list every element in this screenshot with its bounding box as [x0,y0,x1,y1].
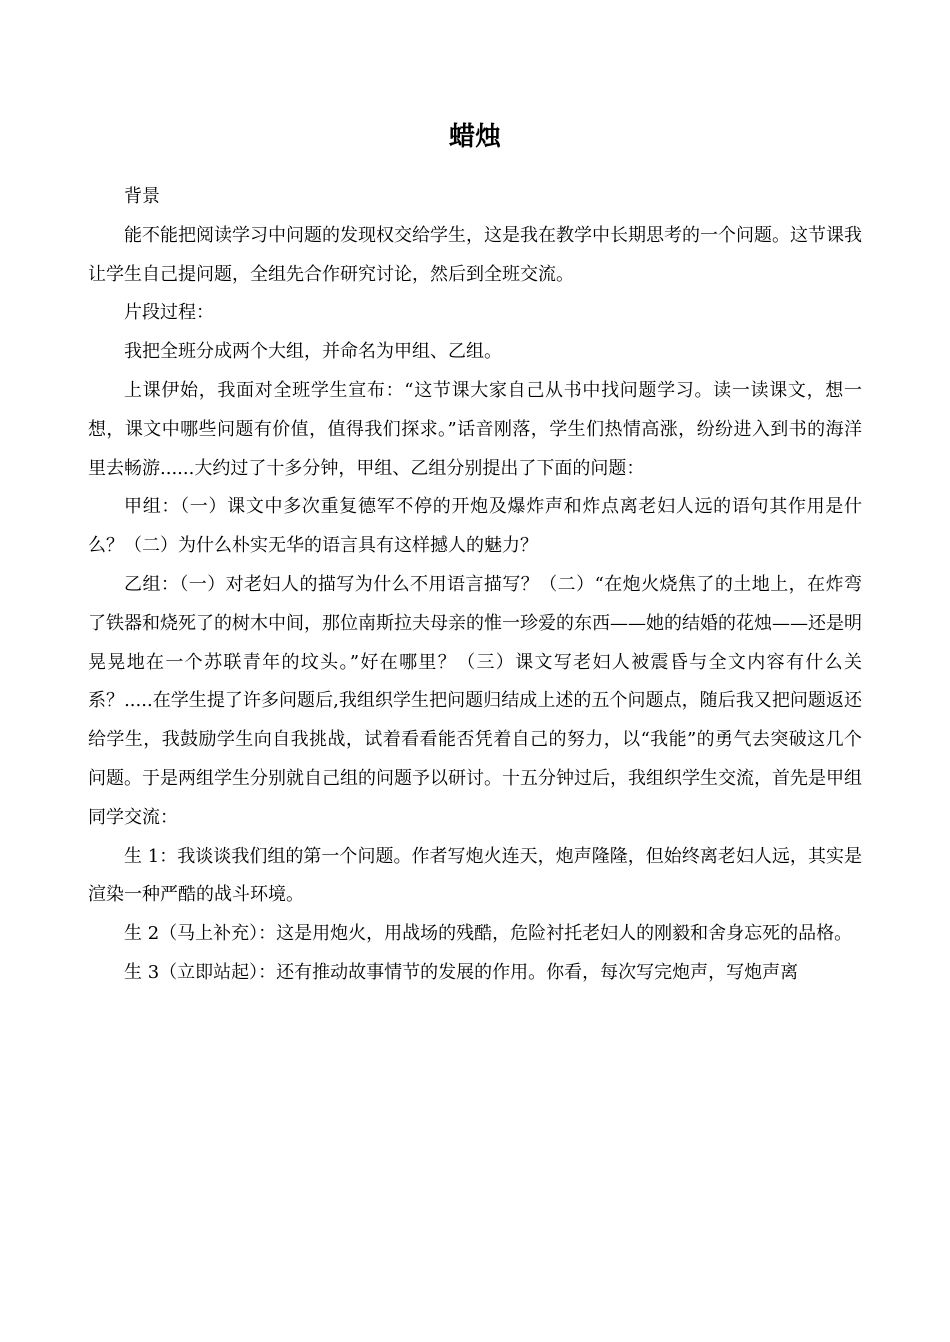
paragraph-background-text: 能不能把阅读学习中问题的发现权交给学生，这是我在教学中长期思考的一个问题。这节课我让学生自己提问题，全组先合作研究讨论，然后到全班交流。 [88,224,862,285]
paragraph-student-3: 生 3（立即站起）：还有推动故事情节的发展的作用。你看，每次写完炮声，写炮声离 [124,961,799,983]
paragraph: 上课伊始，我面对全班学生宣布：“这节课大家自己从书中找问题学习。读一读课文，想一想，课文中哪些问题有价值，值得我们探求。”话音刚落，学生们热情高涨，纷纷进入到书的海洋里去畅游......大约过了十多分钟，甲组、乙组分别提出了下面的问题： [88,379,862,479]
document-body [88,178,862,993]
paragraph: 我把全班分成两个大组，并命名为甲组、乙组。 [124,341,502,363]
document-title: 蜡烛 [448,122,501,152]
paragraph-student-2: 生 2（马上补充）：这是用炮火，用战场的残酷，危险衬托老妇人的刚毅和舍身忘死的品格。 [124,923,853,945]
paragraph-group-a-questions: 甲组：（一）课文中多次重复德军不停的开炮及爆炸声和炸点离老妇人远的语句其作用是什么？（二）为什么朴实无华的语言具有这样撼人的魅力？ [88,496,862,557]
paragraph-process-heading: 片段过程： [124,302,214,324]
paragraph-student-1: 生 1：我谈谈我们组的第一个问题。作者写炮火连天，炮声隆隆，但始终离老妇人远，其实是渲染一种严酷的战斗环境。 [88,845,862,906]
paragraph-group-b-questions: 乙组：（一）对老妇人的描写为什么不用语言描写？（二）“在炮火烧焦了的土地上，在炸弯了铁器和烧死了的树木中间，那位南斯拉夫母亲的惟一珍爱的东西——她的结婚的花烛——还是明晃晃地在一个苏联青年的坟头。”好在哪里？（三）课文写老妇人被震昏与全文内容有什么关系？.....在学生提了许多问题后,我组织学生把问题归结成上述的五个问题点，随后我又把问题返还给学生，我鼓励学生向自我挑战，试着看看能否凭着自己的努力，以“我能”的勇气去突破这几个问题。于是两组学生分别就自己组的问题予以研讨。十五分钟过后，我组织学生交流，首先是甲组同学交流： [88,573,862,828]
paragraph-background-heading: 背景 [124,186,160,207]
